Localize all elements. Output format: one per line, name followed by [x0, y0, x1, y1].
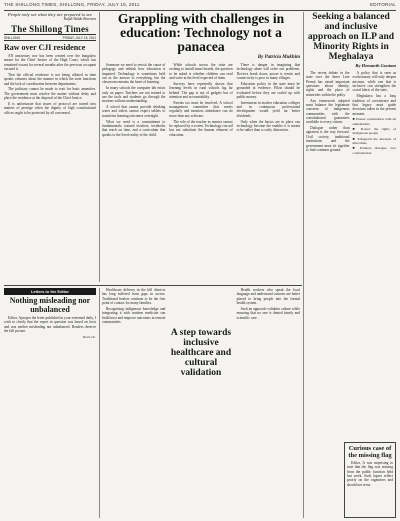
- main-paragraph: Parents too must be involved. A school management committee that meets regularly and monitors attendance can do more than any software.: [169, 100, 233, 118]
- side-paragraph: A policy that is seen as exclusionary will only deepen mistrust, while one that is inclusive can strengthen the social fabric of the state.: [352, 71, 396, 93]
- letters-column: [4, 288, 96, 518]
- lower-headline: A step towards inclusive healthcare and cultural validation: [170, 328, 232, 378]
- running-head-right: EDITORIAL: [370, 2, 396, 7]
- main-article-column: [237, 63, 300, 139]
- lower-article-center: [169, 288, 232, 378]
- running-head: [4, 2, 396, 10]
- letter-paragraph: Editor, Apropos the letter published in your esteemed daily, I wish to clarify that the report in question was based on facts and was neither misleading nor unbalanced. Readers deserve the full picture.: [4, 316, 96, 334]
- bullet-item: ■ Safeguard the interests of minorities: [352, 136, 396, 145]
- main-article-column: [102, 63, 165, 139]
- running-head-left: THE SHILLONG TIMES, SHILLONG, FRIDAY, JULY 15, 2011: [4, 2, 140, 7]
- main-headline: Grappling with challenges in education: Technology not a panacea: [117, 12, 285, 54]
- edbar-left: SHILLONG: [4, 35, 21, 40]
- lower-paragraph: Such an approach validates culture while ensuring that no one is denied timely and scientific care.: [236, 306, 300, 320]
- quote-text: People only see what they are prepared to see: [7, 12, 93, 17]
- main-article: [102, 12, 300, 282]
- side-article-column: [353, 71, 397, 156]
- bullet-item: ■ Ensure consultation with all stakeholders: [352, 117, 396, 126]
- lower-article: [102, 288, 300, 518]
- bullet-text: Protect the rights of indigenous people: [352, 127, 396, 136]
- letter-sign: Yours etc.: [82, 334, 96, 339]
- editorial-column: [4, 12, 96, 284]
- bullet-text: Promote dialogue over confrontation: [352, 146, 396, 155]
- masthead-title: The Shillong Times: [11, 24, 89, 34]
- letters-tag: Letters to the Editor: [4, 288, 96, 295]
- quote-attribution: Ralph Waldo Emerson: [63, 17, 96, 21]
- main-paragraph: What we need is a commitment to fundamentals: trained teachers, textbooks that reach on time, and a curriculum that speaks to the lived reality of the child.: [102, 119, 166, 137]
- column-divider: [303, 12, 304, 518]
- main-paragraph: There is danger in imagining that technology alone will solve our problems. Devices break down, power is erratic and connectivity is poor in many villages.: [236, 63, 300, 81]
- masthead-edbar: [4, 34, 96, 41]
- side-byline: By Hemanth Goutam: [355, 63, 396, 68]
- side-article-columns: [306, 71, 396, 156]
- editorial-title: Raw over CJI residence: [4, 43, 86, 52]
- editorial-paragraph: AN unsavoury row has been created over the bungalow meant for the Chief Justice of the High Court, which has remained vacant for several months after the previous occupant vacated it.: [4, 54, 96, 72]
- lower-article-columns: [102, 288, 300, 378]
- bullet-text: Safeguard the interests of minorities: [352, 136, 396, 145]
- lower-article-column: [237, 288, 300, 378]
- lower-paragraph: Healthcare delivery in the hill districts has long suffered from gaps in access. Traditional healers continue to be the first point of contact for many families.: [102, 288, 166, 306]
- main-paragraph: In many schools the computer lab exists only on paper. Teachers are not trained to use the tools and students go through the motions without understanding.: [102, 86, 166, 104]
- main-paragraph: Only when the basics are in place can technology become the enabler it is meant to be rather than a costly distraction.: [236, 119, 300, 133]
- lower-article-column: [102, 288, 165, 378]
- letter-headline: Curious case of the missing flag: [348, 445, 392, 459]
- main-paragraph: The role of the teacher as mentor cannot be replaced by a screen. Technology can aid but not substitute the human element of education.: [169, 119, 233, 137]
- top-rule: [4, 10, 396, 11]
- section-rule: [4, 285, 302, 286]
- editorial-body: [4, 54, 96, 115]
- main-article-column: [169, 63, 232, 139]
- letter-headline: Nothing misleading nor unbalanced: [9, 296, 91, 314]
- main-paragraph: While schools across the state are rushing to install smart boards, the question to be asked is whether children can read and write at the level expected of them.: [169, 63, 233, 81]
- main-paragraph: Investment in teacher education colleges and in continuous professional development would yield far better dividends.: [236, 100, 300, 118]
- letter-body: [345, 461, 395, 487]
- main-article-columns: [102, 63, 300, 139]
- side-paragraph: Dialogue rather than agitation is the way forward. Civil society, traditional institutions and the government must sit together to find common ground.: [306, 126, 350, 152]
- editorial-paragraph: That the official residence is not being allotted in time speaks volumes about the manner in which the state functions and the lack of coordination between departments.: [4, 72, 96, 86]
- side-headline: Seeking a balanced and inclusive approach on ILP and Minority Rights in Meghalaya: [307, 12, 395, 62]
- main-paragraph: Someone we need to revisit the cause of pedagogy and rethink how education is imparted. Technology is sometimes held out as the answer to everything, but the classroom remains the heart of learning.: [102, 63, 166, 85]
- side-paragraph: Any framework adopted must balance the legitimate concerns of indigenous communities with the constitutional guarantees available to every citizen.: [306, 98, 350, 125]
- main-paragraph: Education policy in the state must be grounded in evidence. Pilots should be evaluated before they are scaled up with public money.: [236, 81, 300, 99]
- side-paragraph: Meghalaya has a long tradition of coexistence and that legacy must guide decisions taken in the present moment.: [352, 94, 396, 116]
- editorial-paragraph: The judiciary cannot be made to wait for basic amenities. The government must resolve the matter without delay and place the residence at the disposal of the Chief Justice.: [4, 87, 96, 101]
- main-byline: By Patricia Mukhim: [257, 55, 300, 60]
- lower-paragraph: Health workers who speak the local language and understand customs are better placed to bring people into the formal health system.: [236, 288, 300, 306]
- editorial-paragraph: It is unfortunate that issues of protocol are turned into matters of prestige when the dignity of high constitutional offices ought to be protected by all concerned.: [4, 101, 96, 115]
- column-divider: [99, 288, 100, 518]
- main-paragraph: A school that cannot provide drinking water and toilets cannot expect tablets to transform learning outcomes overnight.: [102, 105, 166, 118]
- bullet-text: Ensure consultation with all stakeholders: [352, 117, 396, 126]
- main-paragraph: Surveys have repeatedly shown that learning levels in rural schools lag far behind. The gap is not of gadgets but of attention and accountability.: [169, 81, 233, 99]
- side-bullets: [353, 117, 397, 154]
- letter-box: [344, 442, 396, 518]
- side-paragraph: The recent debate in the state over the Inner Line Permit has raised important questions about identity, rights and the place of minorities within the polity.: [306, 71, 350, 97]
- bullet-item: ■ Protect the rights of indigenous people: [352, 127, 396, 136]
- edbar-right: FRIDAY, JULY 15, 2011: [62, 35, 96, 40]
- bullet-item: ■ Promote dialogue over confrontation: [352, 146, 396, 155]
- lower-paragraph: Recognising indigenous knowledge and integrating it with modern medicine can build trust and improve outcomes in remote communities.: [102, 306, 166, 324]
- side-article-column: [306, 71, 350, 156]
- column-divider: [99, 12, 100, 282]
- newspaper-page: [4, 2, 396, 518]
- letter-paragraph: Editor, It was surprising to note that the flag was missing from the public function held last week. Such lapses reflect poorly on the organisers and should not recur.: [347, 461, 393, 487]
- letter-body: [4, 316, 96, 333]
